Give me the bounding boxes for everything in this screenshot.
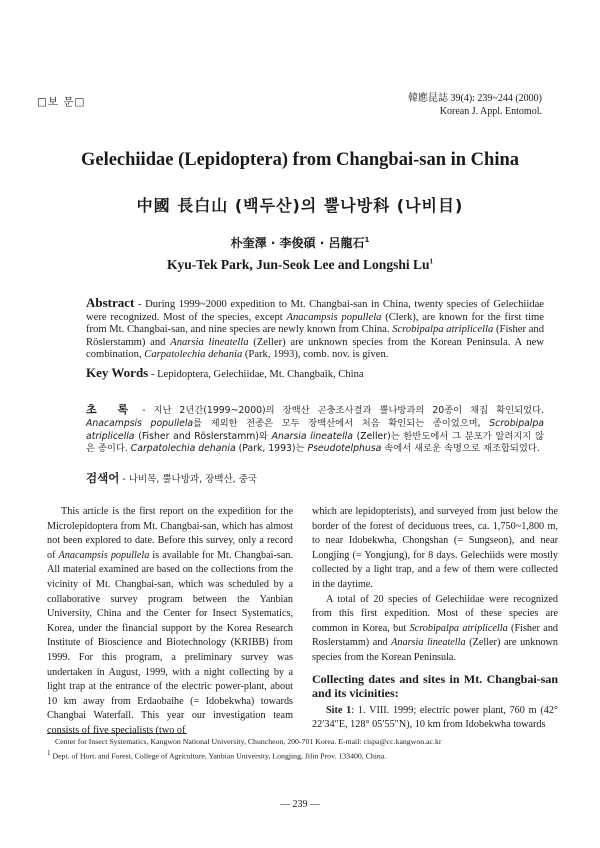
- body-text: (Fisher and Roslerstamm) and: [312, 622, 559, 649]
- body-text: A total of 20 species of Gelechiidae were recognized from this first expedition. Most of these species are common in Korea, but: [312, 593, 558, 634]
- footnote: [47, 748, 567, 762]
- authors-korean-names: 朴奎澤 · 李俊碩 · 呂龍石: [230, 236, 365, 250]
- keywords: [86, 365, 544, 381]
- korean-abstract-text: (Fisher and Röslerstamm)와: [134, 430, 272, 442]
- species-name: Scrobipalpa atriplicella: [392, 324, 494, 335]
- genus-name: Pseudotelphusa: [307, 443, 382, 455]
- authors-english-names: Kyu-Tek Park, Jun-Seok Lee and Longshi Lu: [167, 257, 430, 272]
- affiliation-mark: 1: [364, 236, 370, 244]
- species-name: Carpatolechia dehania: [144, 349, 243, 360]
- journal-name: Korean J. Appl. Entomol.: [439, 106, 542, 117]
- body-text: (Zeller) are unknown species from the Korean Peninsula.: [312, 637, 558, 663]
- section-label: □보 문□: [37, 96, 86, 108]
- footnote-divider: [47, 733, 187, 734]
- section-heading: Collecting dates and sites in Mt. Changbai-san and its vicinities:: [312, 671, 558, 700]
- korean-abstract-text: 를 제외한 전종은 모두 장백산에서 처음 확인되는 종이었으며,: [193, 417, 490, 429]
- korean-keywords-heading: 검색어: [86, 471, 120, 485]
- journal-citation: [408, 92, 542, 118]
- species-name: Anarsia lineatella: [271, 430, 353, 442]
- species-name: Scrobipalpa atriplicella: [409, 622, 508, 634]
- body-paragraph: which are lepidopterists), and surveyed from just below the border of the forest of deciduous trees, ca. 1,750~1,800 m, to near Idobekwha, Chongshan (= Sungseon), and near Longjing (= Yongjung), for 8 days. Gelechiids were mostly collected by a light trap, and a few of them were collected in the daytime.: [312, 506, 558, 590]
- journal-citation-korean: 韓應昆誌 39(4): 239~244 (2000): [407, 93, 542, 104]
- authors-korean: [0, 234, 600, 251]
- abstract-text: - During 1999~2000 expedition to Mt. Changbai-san in China, twenty species of Gelechiidae were recognized. Most of the species, except: [86, 299, 544, 323]
- abstract-text: (Park, 1993), comb. nov. is given.: [242, 349, 389, 360]
- affiliation-mark: 1: [47, 748, 51, 757]
- korean-abstract-heading: 초 록: [86, 403, 135, 416]
- abstract-text: (Zeller) are unknown species from the Korean Peninsula. A new combination,: [86, 336, 544, 360]
- footnote-text: Dept. of Hort. and Forest, College of Agriculture, Yanbian University, Longjing, Jilin Prov. 133400, China.: [50, 751, 387, 761]
- body-text: : 1. VIII. 1999; electric power plant, 760 m (42° 22′34″E, 128° 05′55″N), 10 km from Idobekwha towards: [312, 704, 558, 731]
- korean-abstract: [86, 404, 544, 456]
- species-name: Anarsia lineatella: [391, 637, 466, 649]
- abstract-heading: Abstract: [86, 295, 135, 310]
- species-name: Carpatolechia dehania: [130, 443, 236, 455]
- abstract-text: (Fisher and Röslerstamm) and: [86, 324, 545, 348]
- page-number: — 239 —: [280, 799, 320, 810]
- abstract: [86, 297, 544, 362]
- species-name: Anacampsis popullela: [58, 549, 150, 561]
- keywords-heading: Key Words: [86, 365, 149, 380]
- keywords-text: - Lepidoptera, Gelechiidae, Mt. Changbaik, China: [148, 369, 364, 380]
- site-label: Site 1: [326, 704, 352, 716]
- korean-abstract-text: (Zeller)는 한반도에서 그 분포가 알려지지 않은 종이다.: [86, 430, 544, 455]
- species-name: Anarsia lineatella: [170, 336, 249, 348]
- body-column-left: [47, 505, 293, 739]
- footnotes: [47, 737, 567, 762]
- body-text: is available for Mt. Changbai-san. All material examined are based on the collections from the vicinity of Mt. Changbai-san, which was scheduled by a collaborative survey program between the Yanbian University, China and the Center for Insect Systematics, Korea, under the financial support by the Korea Research Institute of Bioscience and Biotechnology (KRIBB) from 1999. For this program, a preliminary survey was undertaken in August, 1999, with a night collecting by a light trap at the entrance of the electric power-plant, about 10 km away from Erdaobaihe (= Idobekwha) towards Changbai Waterfall. This year our investigation team consists of five specialists (two of: [47, 549, 293, 736]
- body-text: This article is the first report on the expedition for the Microlepidoptera from Mt. Changbai-san, which has almost not been explored to date. Before this survey, only a record of: [47, 506, 293, 561]
- species-name: Anacampsis popullela: [86, 417, 194, 429]
- species-name: Scrobipalpa atriplicella: [86, 417, 544, 442]
- species-name: Anacampsis popullela: [286, 311, 382, 323]
- korean-abstract-text: (Park, 1993)는: [235, 443, 308, 455]
- body-paragraph: [312, 704, 558, 733]
- abstract-text: (Clerk), are known for the first time from Mt. Changbai-san, and nine species are newly known from China.: [86, 311, 544, 335]
- authors-english: [0, 257, 600, 273]
- body-paragraph: [312, 593, 558, 666]
- body-column-right: [312, 505, 558, 733]
- korean-keywords-text: - 나비목, 뿔나방과, 장백산, 중국: [119, 474, 258, 485]
- affiliation-mark: 1: [429, 257, 433, 266]
- korean-keywords: [86, 470, 544, 486]
- footnote: Center for Insect Systematics, Kangwon National University, Chuncheon, 200-701 Korea. E-mail: cispa@cc.kangwon.ac.kr: [55, 737, 442, 746]
- korean-abstract-text: 속에서 새로운 속명으로 재조합되었다.: [381, 443, 540, 455]
- korean-abstract-text: - 지난 2년간(1999~2000)의 장백산 곤충조사결과 뿔나방과의 20종이 채집 확인되었다.: [134, 405, 544, 416]
- body-paragraph: [47, 505, 293, 739]
- paper-title: Gelechiidae (Lepidoptera) from Changbai-san in China: [80, 150, 520, 170]
- paper-title-korean: 中國 長白山 (백두산)의 뿔나방科 (나비目): [136, 196, 464, 215]
